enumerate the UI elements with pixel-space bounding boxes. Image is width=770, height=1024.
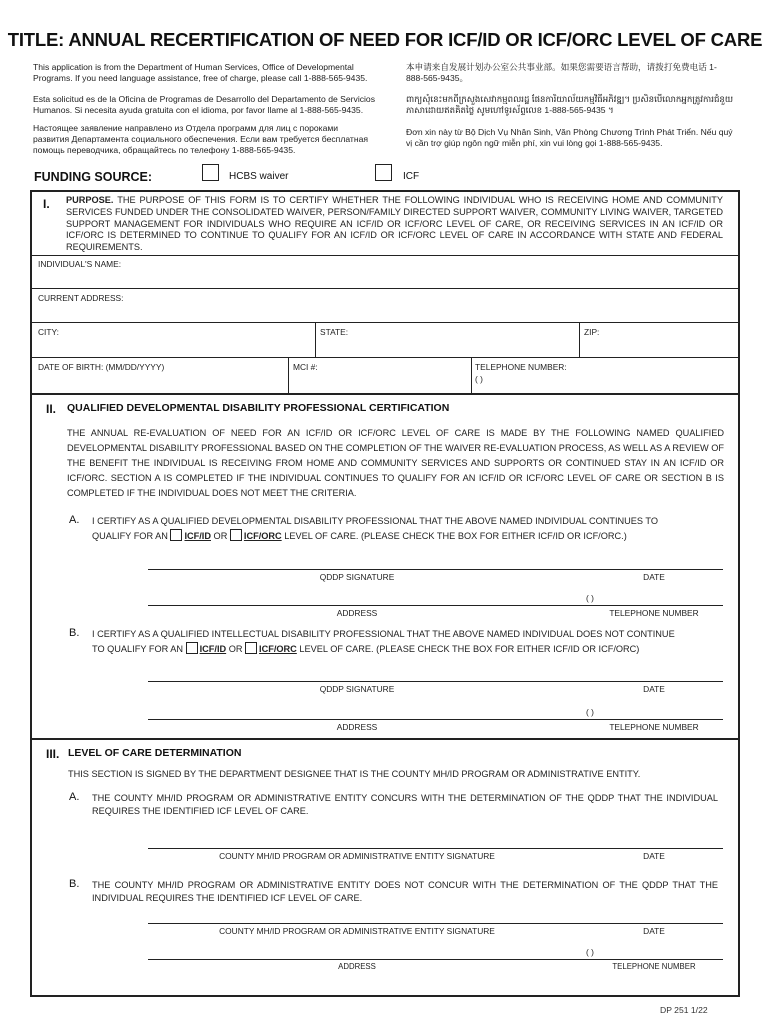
hcbs-waiver-checkbox[interactable] <box>202 164 219 181</box>
b-icfid-label: ICF/ID <box>199 644 227 654</box>
telephone-label: TELEPHONE NUMBER: <box>475 362 567 372</box>
a-icforc-label: ICF/ORC <box>243 531 282 541</box>
funding-source-label: FUNDING SOURCE: <box>34 170 153 184</box>
section2-a-line1: I CERTIFY AS A QUALIFIED DEVELOPMENTAL DISABILITY PROFESSIONAL THAT THE ABOVE NAMED INDIVIDUAL CONTINUES TO <box>92 516 659 526</box>
telephone-paren: ( ) <box>475 374 483 384</box>
s3b-address-label: ADDRESS <box>338 962 376 971</box>
individual-name-field[interactable] <box>31 270 739 288</box>
a-date-label: DATE <box>643 572 665 582</box>
a-address-label: ADDRESS <box>336 608 378 618</box>
section2-numeral: II. <box>46 402 57 416</box>
notice-vietnamese: Đơn xin này từ Bộ Dịch Vụ Nhân Sinh, Văn Phòng Chương Trình Phát Triển. Nếu quý vị cần trợ giúp ngôn ngữ miễn phí, xin vui lòng gọi 1-888-565-9435. <box>406 127 733 148</box>
section3-a-letter: A. <box>69 791 80 803</box>
state-field[interactable] <box>316 338 578 356</box>
a-address-line[interactable] <box>148 605 723 606</box>
s3a-county-signature-label: COUNTY MH/ID PROGRAM OR ADMINISTRATIVE ENTITY SIGNATURE <box>219 851 495 861</box>
section3-intro: THIS SECTION IS SIGNED BY THE DEPARTMENT DESIGNEE THAT IS THE COUNTY MH/ID PROGRAM OR ADMINISTRATIVE ENTITY. <box>68 769 641 779</box>
state-label: STATE: <box>320 327 349 337</box>
s3b-phone-paren: ( ) <box>586 947 594 957</box>
a-icforc-checkbox[interactable] <box>230 529 242 541</box>
b-icforc-checkbox[interactable] <box>245 642 257 654</box>
mci-label: MCI #: <box>293 362 318 372</box>
page-title: TITLE: ANNUAL RECERTIFICATION OF NEED FOR ICF/ID OR ICF/ORC LEVEL OF CARE <box>7 29 763 50</box>
a-qddp-signature-label: QDDP SIGNATURE <box>319 572 395 582</box>
section3-b-letter: B. <box>69 878 80 890</box>
a-icfid-label: ICF/ID <box>184 531 211 541</box>
telephone-field[interactable] <box>500 374 738 393</box>
notice-russian: Настоящее заявление направлено из Отдела программ для лиц с пороками развития Департамента социального обеспечения. Если вам требуется бесплатная помощь переводчика, обращайтесь по телефону 1-888-565-9435. <box>33 123 369 155</box>
icf-label: ICF <box>403 171 420 182</box>
notice-chinese: 本申请来自发展计划办公室公共事业部。如果您需要语言帮助，请拨打免费电话 1-888-565-9435。 <box>406 62 717 83</box>
section1-numeral: I. <box>43 197 50 211</box>
zip-label: ZIP: <box>584 327 600 337</box>
b-signature-line[interactable] <box>148 681 723 682</box>
notice-english: This application is from the Department of Human Services, Office of Developmental Programs. If you need language assistance, free of charge, please call 1-888-565-9435. <box>33 62 368 83</box>
section1-purpose <box>66 195 723 254</box>
section3-numeral: III. <box>46 747 60 761</box>
current-address-field[interactable] <box>31 304 739 322</box>
a-phone-paren: ( ) <box>586 593 594 603</box>
b-address-line[interactable] <box>148 719 723 720</box>
b-telephone-label: TELEPHONE NUMBER <box>609 722 699 732</box>
a-telephone-label: TELEPHONE NUMBER <box>609 608 699 618</box>
b-qddp-signature-label: QDDP SIGNATURE <box>319 684 395 694</box>
city-field[interactable] <box>31 338 314 356</box>
b-icfid-checkbox[interactable] <box>186 642 198 654</box>
dob-field[interactable] <box>31 374 287 393</box>
section2-intro: THE ANNUAL RE-EVALUATION OF NEED FOR AN ICF/ID OR ICF/ORC LEVEL OF CARE IS MADE BY THE FOLLOWING NAMED QUALIFIED DEVELOPMENTAL DISABILITY PROFESSIONAL BASED ON THE COMPLETION OF THE WAIVER RE-EVALUATION PROCESS, AS WELL AS A REVIEW OF THE BENEFIT THE INDIVIDUAL IS RECEIVING FROM HOME AND COMMUNITY SERVICES AND SUPPORTS OR CONTINUED STAY IN AN ICF/ID OR ICF/ORC. SECTION A IS COMPLETED IF THE INDIVIDUAL CONTINUES TO QUALIFY FOR AN ICF/ID OR ICF/ORC LEVEL OF CARE OR SECTION B IS COMPLETED IF THE INDIVIDUAL DOES NOT MEET THE CRITERIA. <box>67 428 724 498</box>
purpose-text: THE PURPOSE OF THIS FORM IS TO CERTIFY WHETHER THE FOLLOWING INDIVIDUAL WHO IS RECEIVING HOME AND COMMUNITY SERVICES FUNDED UNDER THE CONSOLIDATED WAIVER, PERSON/FAMILY DIRECTED SUPPORT WAIVER, COMMUNITY LIVING WAIVER, TARGETED SUPPORT MANAGEMENT FOR INDIVIDUALS WHO REQUIRE AN ICF/ID OR ICF/ORC LEVEL OF CARE, OR RECEIVING SERVICES IN AN ICF/ID OR ICF/ORC IS DETERMINED TO CONTINUE TO QUALIFY FOR AN ICF/ID OR ICF/ORC LEVEL OF CARE IN ACCORDANCE WITH STATE AND FEDERAL REQUIREMENTS. <box>66 195 723 253</box>
section2-heading: QUALIFIED DEVELOPMENTAL DISABILITY PROFESSIONAL CERTIFICATION <box>67 402 450 414</box>
purpose-label: PURPOSE. <box>66 195 114 205</box>
s3b-county-signature-label: COUNTY MH/ID PROGRAM OR ADMINISTRATIVE ENTITY SIGNATURE <box>219 926 495 936</box>
section3-heading: LEVEL OF CARE DETERMINATION <box>68 747 242 759</box>
form-number: DP 251 1/22 <box>660 1005 708 1015</box>
section2-b-letter: B. <box>69 627 80 639</box>
city-label: CITY: <box>38 327 59 337</box>
s3b-telephone-label: TELEPHONE NUMBER <box>612 962 696 971</box>
s3b-signature-line[interactable] <box>148 923 723 924</box>
individual-name-label: INDIVIDUAL'S NAME: <box>38 259 122 269</box>
notice-spanish: Esta solicitud es de la Oficina de Programas de Desarrollo del Departamento de Servicios Humanos. Si necesita ayuda gratuita con el idioma, por favor llame al 1-888-565-9435. <box>33 94 376 115</box>
b-phone-paren: ( ) <box>586 707 594 717</box>
notice-khmer: ពាក្យសុំនេះមកពីក្រសួងសេវាកម្មពលរដ្ឋ ផែនការិយាល័យកម្មវិធីអភិវឌ្ឍ។ ប្រសិនបើលោកអ្នកត្រូវការជំនួយភាសាដោយឥតគិតថ្លៃ សូមហៅទូរស័ព្ទលេខ 1-888-565-9435 ។ <box>406 94 734 115</box>
icf-checkbox[interactable] <box>375 164 392 181</box>
zip-field[interactable] <box>580 338 738 356</box>
mci-field[interactable] <box>289 374 470 393</box>
hcbs-waiver-label: HCBS waiver <box>229 171 289 182</box>
s3a-date-label: DATE <box>643 851 665 861</box>
b-icforc-label: ICF/ORC <box>259 644 297 654</box>
section2-b-line1: I CERTIFY AS A QUALIFIED INTELLECTUAL DISABILITY PROFESSIONAL THAT THE ABOVE NAMED INDIVIDUAL DOES NOT CONTINUE <box>92 629 675 639</box>
dob-label: DATE OF BIRTH: (MM/DD/YYYY) <box>38 362 165 372</box>
b-address-label: ADDRESS <box>336 722 378 732</box>
a-signature-line[interactable] <box>148 569 723 570</box>
section2-b-line2: TO QUALIFY FOR AN ICF/ID OR ICF/ORC LEVEL OF CARE. (PLEASE CHECK THE BOX FOR EITHER ICF/ID OR ICF/ORC) <box>92 644 640 654</box>
section3-b-text: THE COUNTY MH/ID PROGRAM OR ADMINISTRATIVE ENTITY DOES NOT CONCUR WITH THE DETERMINATION OF THE QDDP THAT THE INDIVIDUAL REQUIRES THE IDENTIFIED ICF LEVEL OF CARE. <box>92 880 718 903</box>
a-icfid-checkbox[interactable] <box>170 529 182 541</box>
section3-a-text: THE COUNTY MH/ID PROGRAM OR ADMINISTRATIVE ENTITY CONCURS WITH THE DETERMINATION OF THE QDDP THAT THE INDIVIDUAL REQUIRES THE IDENTIFIED ICF LEVEL OF CARE. <box>92 793 718 816</box>
b-date-label: DATE <box>643 684 665 694</box>
current-address-label: CURRENT ADDRESS: <box>38 293 124 303</box>
s3b-date-label: DATE <box>643 926 665 936</box>
section2-a-line2: QUALIFY FOR AN ICF/ID OR ICF/ORC LEVEL OF CARE. (PLEASE CHECK THE BOX FOR EITHER ICF/ID OR ICF/ORC.) <box>92 531 627 541</box>
s3a-signature-line[interactable] <box>148 848 723 849</box>
s3b-address-line[interactable] <box>148 959 723 960</box>
section2-a-letter: A. <box>69 514 80 526</box>
